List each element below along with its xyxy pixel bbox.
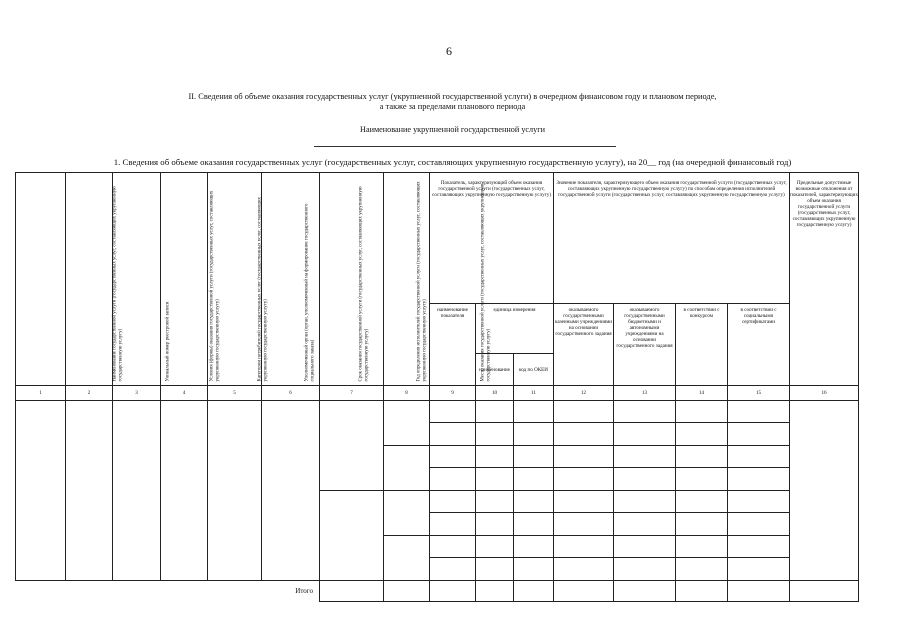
data-cell: [430, 423, 476, 446]
data-cell: [728, 445, 790, 468]
data-cell: [66, 400, 113, 580]
data-cell: [728, 468, 790, 491]
header-c5: Уполномоченный орган (орган, уполномоченный на формирование государственного социального заказа): [208, 173, 262, 386]
header-c12: оказываемого государственными казенными учреждениями на основании государственного задания: [554, 304, 614, 386]
page-number: 6: [446, 44, 452, 58]
header-c14: в соответствии с конкурсом: [676, 304, 728, 386]
header-c9: наименование показателя: [430, 304, 476, 386]
data-cell: [161, 400, 208, 580]
total-label: Итого: [295, 587, 313, 596]
data-cell: [728, 490, 790, 513]
data-cell: [676, 490, 728, 513]
section-title-line2: а также за пределами планового периода: [379, 102, 526, 111]
data-cell: [676, 423, 728, 446]
data-cell: [554, 558, 614, 581]
data-cell: [554, 468, 614, 491]
data-cell: [476, 445, 514, 468]
col-num: 2: [66, 385, 113, 400]
header-c6: Срок оказания государственной услуги (государственных услуг, составляющих укрупненную государственную услугу): [262, 173, 320, 386]
data-cell: [476, 558, 514, 581]
data-cell: [554, 535, 614, 558]
data-cell: [476, 468, 514, 491]
col-num: 14: [676, 385, 728, 400]
col-num: 4: [161, 385, 208, 400]
col-num: 9: [430, 385, 476, 400]
col-num: 10: [476, 385, 514, 400]
total-cell: [320, 580, 384, 601]
header-c4: Категории потребителей государственных услуг (государственных услуг, составляющих укрупненную государственную услугу): [161, 173, 208, 386]
total-cell: [676, 580, 728, 601]
data-cell: [476, 513, 514, 536]
header-c3: Условия (формы) оказания государственной услуги (государственных услуг, составляющих укрупненную государственную услугу): [113, 173, 161, 386]
header-c11: код по ОКЕИ: [514, 354, 554, 385]
total-cell: [554, 580, 614, 601]
data-cell: [614, 400, 676, 423]
data-cell: [430, 445, 476, 468]
data-cell: [320, 490, 384, 580]
col-num: 5: [208, 385, 262, 400]
header-c7: Год определения исполнителей государственной услуги (государственных услуг, составляющих укрупненную государственную услугу): [320, 173, 384, 386]
data-cell: [476, 423, 514, 446]
col-num: 8: [384, 385, 430, 400]
total-cell: [476, 580, 514, 601]
data-cell: [728, 423, 790, 446]
data-cell: [16, 400, 66, 580]
data-cell: [514, 445, 554, 468]
data-cell: [676, 400, 728, 423]
data-cell: [384, 400, 430, 445]
data-cell: [676, 468, 728, 491]
data-cell: [554, 513, 614, 536]
header-c10: наименование: [476, 354, 514, 385]
data-cell: [320, 400, 384, 490]
total-cell: [430, 580, 476, 601]
data-cell: [384, 535, 430, 580]
data-cell: [676, 558, 728, 581]
data-cell: [614, 513, 676, 536]
header-unit-group: единица измерения: [476, 304, 554, 354]
header-value-group: Значение показателя, характеризующего объем оказания государственной услуги (государственных услуг, составляющих укрупненную государственную услугу) по способам определения исполнителей государственной услуги (государственных услуг, составляющих укрупненную государственную услугу): [554, 173, 790, 304]
data-cell: [676, 535, 728, 558]
header-c1: Наименование государственной услуги (государственных услуг, составляющих укрупненную государственную услугу): [16, 173, 66, 386]
data-cell: [514, 490, 554, 513]
subsection-title: 1. Сведения об объеме оказания государственных услуг (государственных услуг, составляющих укрупненную государственную услугу), на 20__ год (на очередной финансовый год): [113, 157, 792, 167]
total-cell: [728, 580, 790, 601]
data-cell: [554, 423, 614, 446]
header-c2: Уникальный номер реестровой записи: [66, 173, 113, 386]
data-cell: [614, 490, 676, 513]
service-name-line: [314, 146, 616, 147]
data-cell: [514, 423, 554, 446]
col-num: 6: [262, 385, 320, 400]
header-c15: в соответствии с социальными сертификатами: [728, 304, 790, 386]
total-cell: [790, 580, 859, 601]
data-cell: [514, 468, 554, 491]
data-cell: [384, 445, 430, 490]
data-cell: [430, 400, 476, 423]
col-num: 1: [16, 385, 66, 400]
data-cell: [262, 400, 320, 580]
data-cell: [614, 423, 676, 446]
data-cell: [514, 558, 554, 581]
data-cell: [430, 490, 476, 513]
data-cell: [384, 490, 430, 535]
col-num: 16: [790, 385, 859, 400]
header-c8: Место оказания государственной услуги (государственных услуг, составляющих укрупненную государственную услугу): [384, 173, 430, 386]
total-cell: [614, 580, 676, 601]
data-cell: [430, 535, 476, 558]
data-cell: [728, 513, 790, 536]
data-cell: [514, 535, 554, 558]
header-indicator-group: Показатель, характеризующий объем оказания государственной услуги (государственных услуг, составляющих укрупненную государственную услугу): [430, 173, 554, 304]
data-cell: [614, 558, 676, 581]
service-name-label: Наименование укрупненной государственной услуги: [360, 125, 545, 134]
col-num: 12: [554, 385, 614, 400]
header-c13: оказываемого государственными бюджетными и автономными учреждениями на основании государственного задания: [614, 304, 676, 386]
data-cell: [790, 400, 859, 580]
data-cell: [514, 513, 554, 536]
data-cell: [208, 400, 262, 580]
volume-table: [15, 172, 859, 602]
data-cell: [476, 535, 514, 558]
data-cell: [728, 558, 790, 581]
data-cell: [476, 490, 514, 513]
data-cell: [113, 400, 161, 580]
data-cell: [554, 400, 614, 423]
data-cell: [430, 513, 476, 536]
total-cell: [384, 580, 430, 601]
data-cell: [614, 468, 676, 491]
col-num: 15: [728, 385, 790, 400]
data-cell: [676, 445, 728, 468]
data-cell: [614, 535, 676, 558]
col-num: 13: [614, 385, 676, 400]
data-cell: [430, 558, 476, 581]
col-num: 7: [320, 385, 384, 400]
data-cell: [614, 445, 676, 468]
col-num: 11: [514, 385, 554, 400]
section-title-line1: II. Сведения об объеме оказания государственных услуг (укрупненной государственной услуги) в очередном финансовом году и плановом периоде,: [188, 92, 717, 101]
data-cell: [514, 400, 554, 423]
data-cell: [554, 490, 614, 513]
data-cell: [554, 445, 614, 468]
data-cell: [430, 468, 476, 491]
col-num: 3: [113, 385, 161, 400]
data-cell: [728, 535, 790, 558]
data-cell: [476, 400, 514, 423]
data-cell: [728, 400, 790, 423]
header-c16: Предельные допустимые возможные отклонения от показателей, характеризующих объем оказания государственной услуги (государственных услуг, составляющих укрупненную государственную услугу): [790, 173, 859, 386]
total-cell: [514, 580, 554, 601]
data-cell: [676, 513, 728, 536]
